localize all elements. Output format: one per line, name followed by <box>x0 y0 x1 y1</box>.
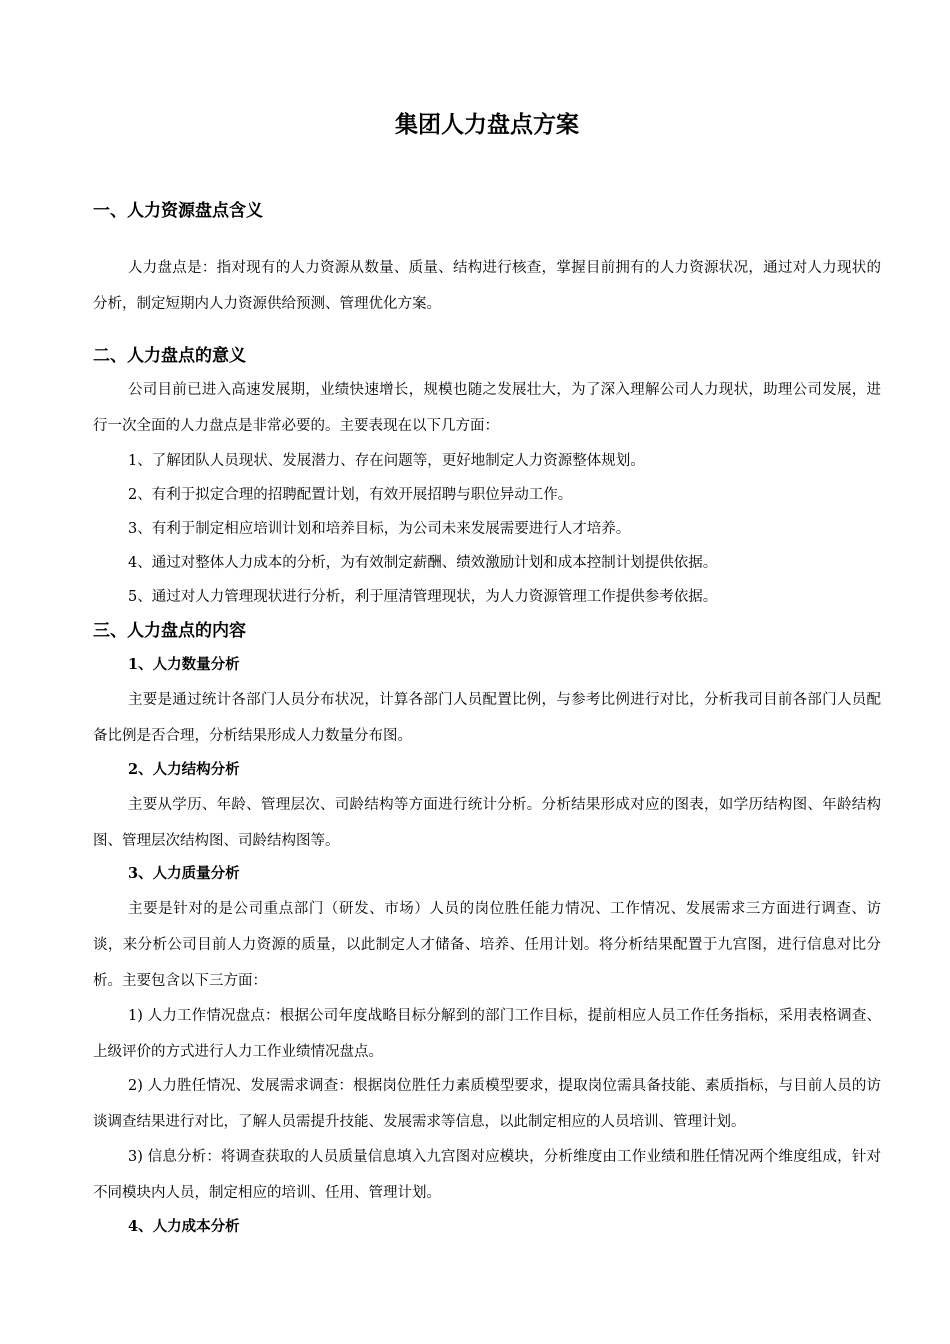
section-heading-significance: 二、人力盘点的意义 <box>93 346 246 366</box>
subsection-heading-quality: 3、人力质量分析 <box>128 865 240 882</box>
list-item: 1、了解团队人员现状、发展潜力、存在问题等，更好地制定人力资源整体规划。 <box>128 453 645 469</box>
document-title: 集团人力盘点方案 <box>395 111 579 138</box>
subsection-paragraph: 主要从学历、年龄、管理层次、司龄结构等方面进行统计分析。分析结果形成对应的图表，如学历结构图、年龄结构图、管理层次结构图、司龄结构图等。 <box>93 797 881 849</box>
list-item: 4、通过对整体人力成本的分析，为有效制定薪酬、绩效激励计划和成本控制计划提供依据。 <box>128 555 718 571</box>
analysis-point: 1) 人力工作情况盘点：根据公司年度战略目标分解到的部门工作目标，提前相应人员工作任务指标，采用表格调查、上级评价的方式进行人力工作业绩情况盘点。 <box>93 1008 881 1060</box>
list-item: 2、有利于拟定合理的招聘配置计划，有效开展招聘与职位异动工作。 <box>128 487 573 503</box>
analysis-point: 2) 人力胜任情况、发展需求调查：根据岗位胜任力素质模型要求，提取岗位需具备技能、素质指标，与目前人员的访谈调查结果进行对比，了解人员需提升技能、发展需求等信息，以此制定相应的人员培训、管理计划。 <box>93 1078 881 1130</box>
section-paragraph: 人力盘点是：指对现有的人力资源从数量、质量、结构进行核查，掌握目前拥有的人力资源状况，通过对人力现状的分析，制定短期内人力资源供给预测、管理优化方案。 <box>93 260 881 312</box>
list-item: 3、有利于制定相应培训计划和培养目标，为公司未来发展需要进行人才培养。 <box>128 521 631 537</box>
subsection-heading-cost: 4、人力成本分析 <box>128 1218 240 1235</box>
subsection-paragraph: 主要是通过统计各部门人员分布状况，计算各部门人员配置比例，与参考比例进行对比，分析我司目前各部门人员配备比例是否合理，分析结果形成人力数量分布图。 <box>93 692 881 744</box>
section-heading-meaning: 一、人力资源盘点含义 <box>93 201 263 221</box>
section-heading-content: 三、人力盘点的内容 <box>93 621 246 641</box>
subsection-heading-structure: 2、人力结构分析 <box>128 761 240 778</box>
list-item: 5、通过对人力管理现状进行分析，利于厘清管理现状，为人力资源管理工作提供参考依据。 <box>128 589 718 605</box>
section-paragraph: 公司目前已进入高速发展期，业绩快速增长，规模也随之发展壮大，为了深入理解公司人力现状，助理公司发展，进行一次全面的人力盘点是非常必要的。主要表现在以下几方面： <box>93 382 881 434</box>
analysis-point: 3) 信息分析：将调查获取的人员质量信息填入九宫图对应模块，分析维度由工作业绩和胜任情况两个维度组成，针对不同模块内人员，制定相应的培训、任用、管理计划。 <box>93 1149 881 1201</box>
subsection-heading-quantity: 1、人力数量分析 <box>128 656 240 673</box>
subsection-paragraph: 主要是针对的是公司重点部门（研发、市场）人员的岗位胜任能力情况、工作情况、发展需求三方面进行调查、访谈，来分析公司目前人力资源的质量，以此制定人才储备、培养、任用计划。将分析结果配置于九宫图，进行信息对比分析。主要包含以下三方面： <box>93 901 881 989</box>
